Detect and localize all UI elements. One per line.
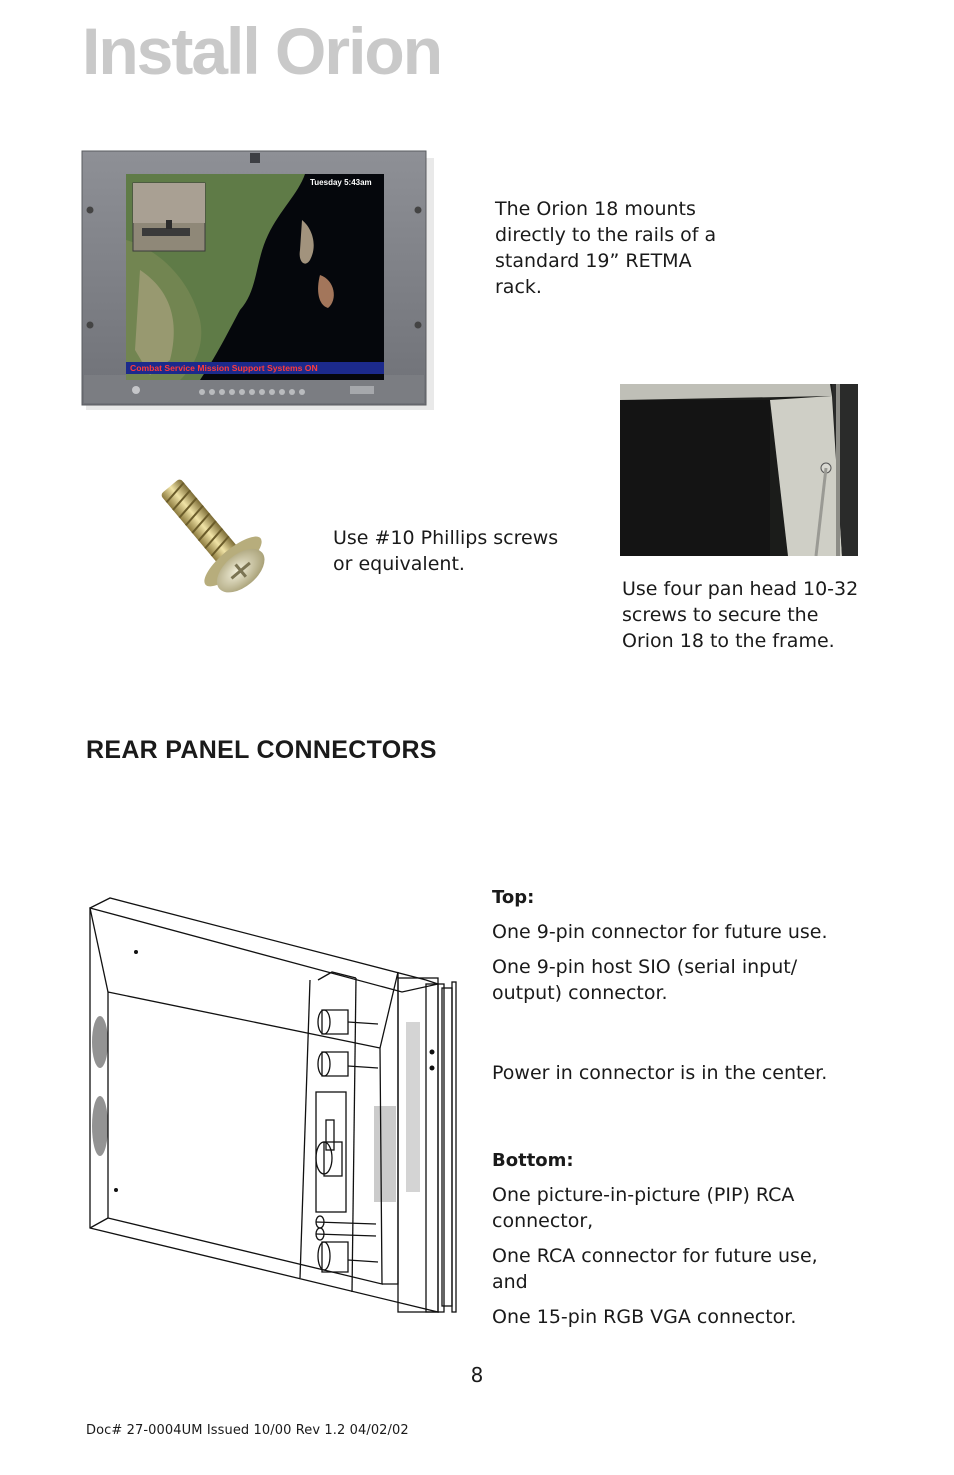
- ticker-text: Combat Service Mission Support Systems ON: [130, 363, 318, 373]
- bottom-label: Bottom:: [492, 1150, 574, 1171]
- center-item: Power in connector is in the center.: [492, 1062, 828, 1084]
- rack-mount-caption: The Orion 18 mounts directly to the rails of a standard 19” RETMA rack.: [495, 198, 717, 298]
- bottom-item-1: One picture-in-picture (PIP) RCA connector,: [492, 1184, 795, 1232]
- page-number: 8: [470, 1363, 484, 1387]
- page-title: Install Orion: [82, 14, 442, 88]
- top-item-2: One 9-pin host SIO (serial input/ output) connector.: [492, 956, 798, 1004]
- clock-readout: Tuesday 5:43am: [310, 178, 372, 187]
- frame-screw-photo: [620, 384, 858, 556]
- rear-panel-diagram: [86, 892, 460, 1322]
- frame-caption: Use four pan head 10-32 screws to secure the Orion 18 to the frame.: [622, 578, 859, 652]
- screw-caption: Use #10 Phillips screws or equivalent.: [333, 527, 559, 575]
- orion-monitor-photo: [80, 150, 436, 412]
- top-item-1: One 9-pin connector for future use.: [492, 921, 828, 943]
- top-label: Top:: [492, 887, 535, 908]
- bottom-item-2: One RCA connector for future use, and: [492, 1245, 818, 1293]
- document-footer: Doc# 27-0004UM Issued 10/00 Rev 1.2 04/02/02: [86, 1423, 409, 1438]
- rear-panel-heading: REAR PANEL CONNECTORS: [86, 736, 437, 764]
- bottom-item-3: One 15-pin RGB VGA connector.: [492, 1306, 797, 1328]
- phillips-screw-icon: [150, 470, 280, 610]
